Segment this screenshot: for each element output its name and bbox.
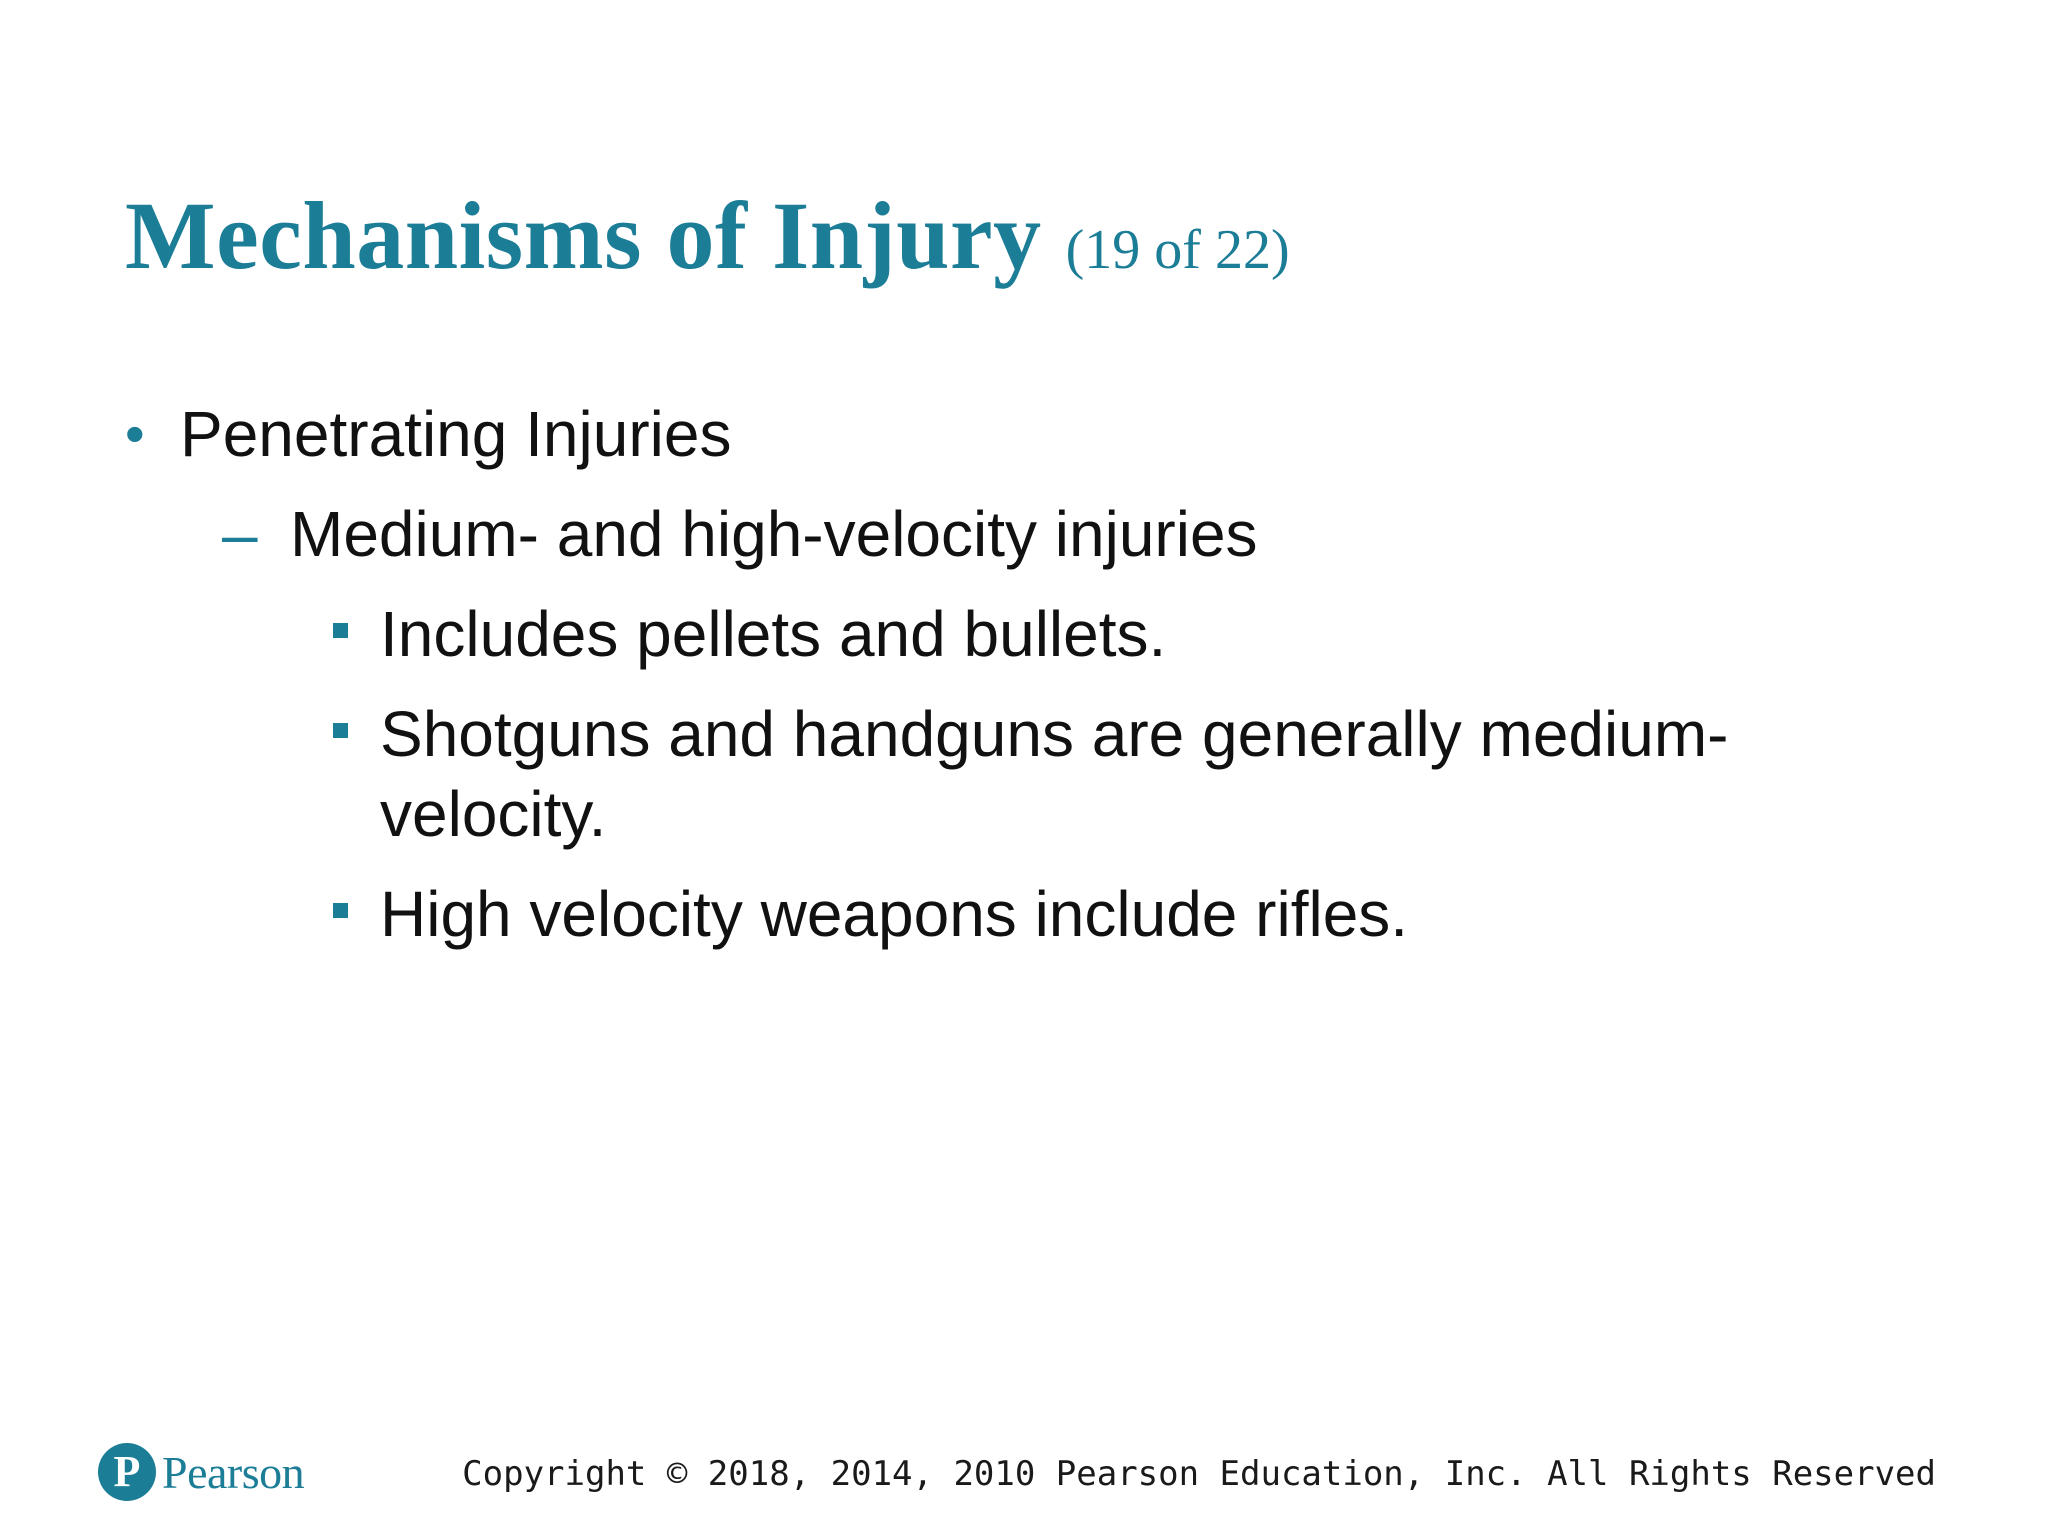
pearson-logo-text: Pearson [162,1446,305,1498]
bullet-level3-text: Shotguns and handguns are generally medium- [380,698,1729,770]
slide-title [125,180,1290,291]
square-bullet-icon [333,723,348,738]
slide-counter: (19 of 22) [1065,219,1290,281]
bullet-level3 [380,872,1408,956]
bullet-level3 [380,592,1166,676]
square-bullet-icon [333,903,348,918]
copyright-notice: Copyright © 2018, 2014, 2010 Pearson Education, Inc. All Rights Reserved [462,1454,1936,1494]
pearson-logo-icon: P [98,1443,156,1501]
square-bullet-icon [333,623,348,638]
bullet-level3-text: High velocity weapons include rifles. [380,878,1409,950]
pearson-logo [98,1443,304,1501]
bullet-level3 [380,692,1728,776]
bullet-level2 [222,492,1258,576]
bullet-level3-text: velocity. [380,778,607,850]
bullet-dot-icon: • [125,402,145,465]
dash-icon: – [222,498,258,570]
bullet-level3-text: Includes pellets and bullets. [380,598,1167,670]
bullet-level3-continuation [380,772,606,856]
bullet-level2-text: Medium- and high-velocity injuries [290,498,1258,570]
bullet-level1 [125,392,732,476]
bullet-level1-text: Penetrating Injuries [180,398,732,470]
title-text: Mechanisms of Injury [125,182,1042,289]
